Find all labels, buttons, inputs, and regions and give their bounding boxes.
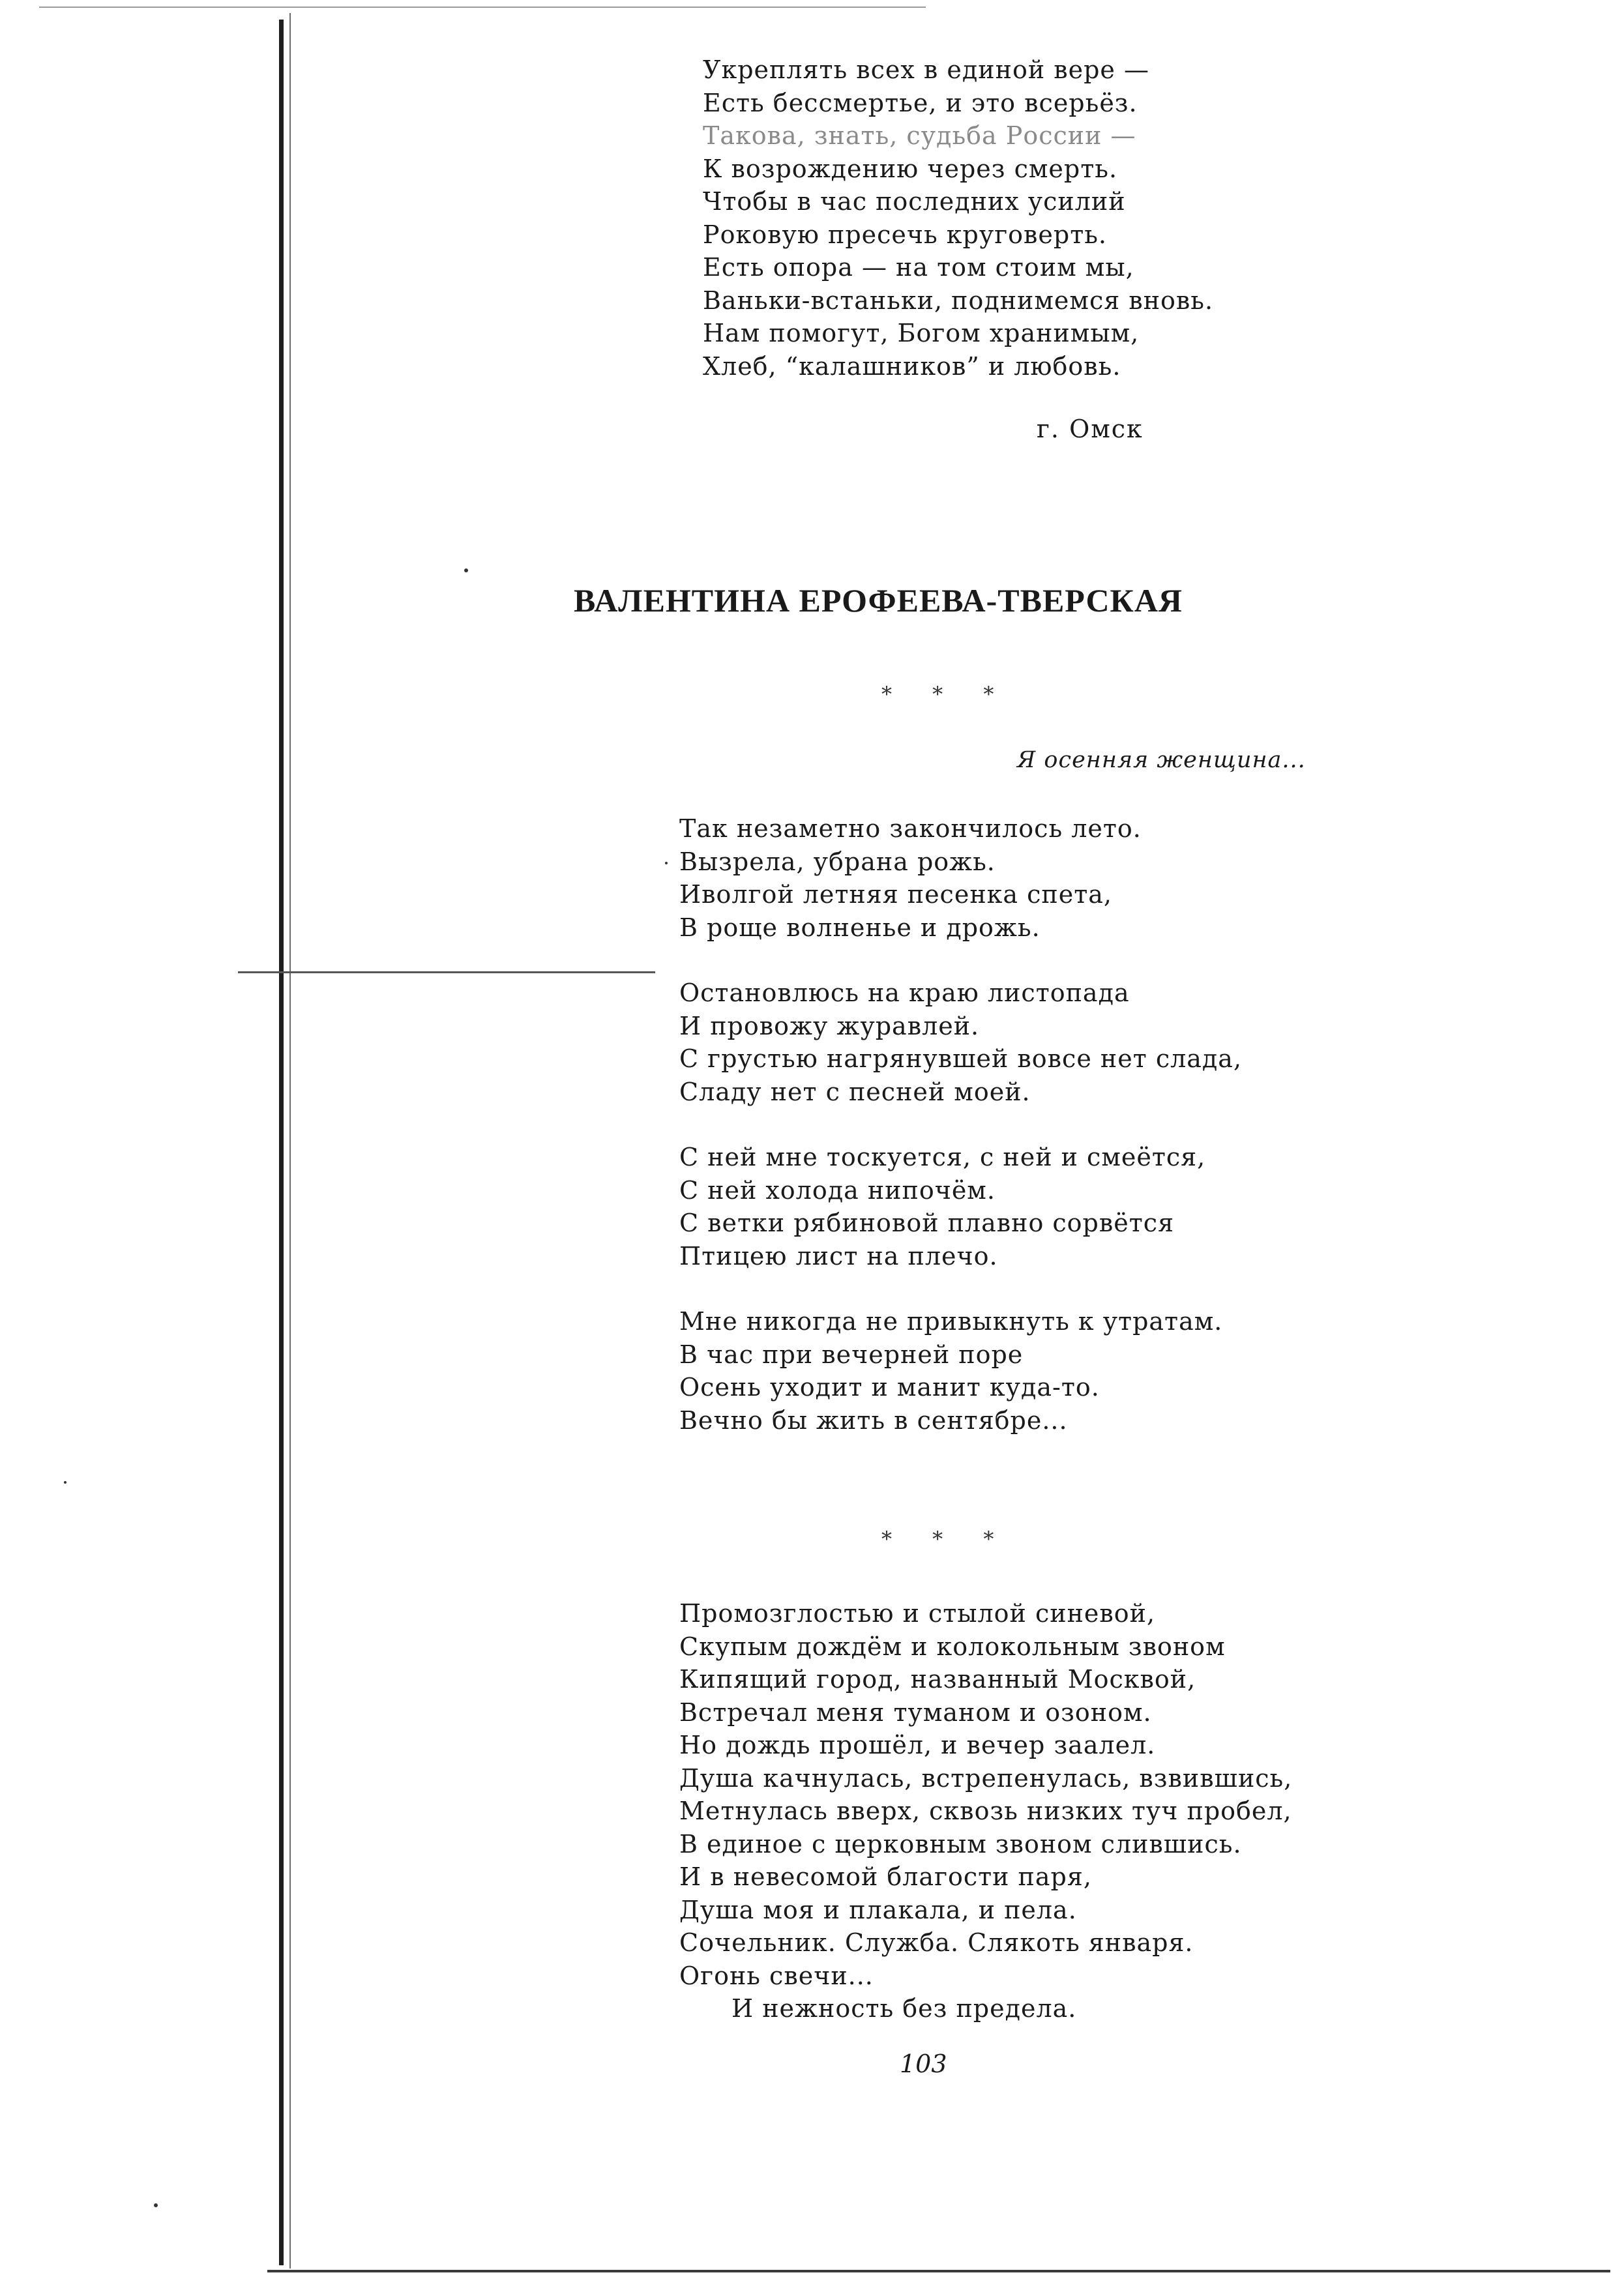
poem-line: К возрождению через смерть. — [703, 154, 1118, 183]
binding-line — [279, 20, 284, 2265]
author-heading: ВАЛЕНТИНА ЕРОФЕЕВА-ТВЕРСКАЯ — [574, 582, 1183, 619]
poem-line: Остановлюсь на краю листопада — [679, 978, 1130, 1007]
poem-line: С грустью нагрянувшей вовсе нет слада, — [679, 1044, 1243, 1073]
poem-line: Нам помогут, Богом хранимым, — [703, 319, 1140, 347]
poem1-epigraph: Я осенняя женщина... — [1017, 747, 1306, 773]
poem-line: Сладу нет с песней моей. — [679, 1077, 1031, 1106]
poem-line: Хлеб, “калашников” и любовь. — [703, 351, 1121, 381]
scan-speck — [64, 1481, 66, 1484]
binding-line-thin — [289, 13, 291, 2269]
poem1-asterisks: * * * — [881, 682, 1011, 707]
poem-line: В единое с церковным звоном слившись. — [679, 1829, 1242, 1859]
poem-line: Так незаметно закончилось лето. — [679, 814, 1142, 843]
poem-line: Такова, знать, судьба России — — [703, 121, 1136, 150]
poem-line: Иволгой летняя песенка спета, — [679, 880, 1112, 909]
poem-line: И нежность без предела. — [731, 1994, 1077, 2023]
poem-place: г. Омск — [1037, 415, 1144, 443]
poem-line: С ветки рябиновой плавно сорвётся — [679, 1209, 1175, 1237]
poem-line: Скупым дождём и колокольным звоном — [679, 1632, 1226, 1661]
scan-top-edge — [39, 7, 926, 8]
poem-line: Чтобы в час последних усилий — [703, 187, 1126, 216]
poem-line: Душа моя и плакала, и пела. — [679, 1895, 1077, 1924]
poem-line: Вечно бы жить в сентябре... — [679, 1405, 1068, 1435]
scan-speck — [464, 568, 468, 572]
poem-line: Ваньки-встаньки, поднимемся вновь. — [703, 286, 1214, 315]
poem-line: В роще волненье и дрожь. — [679, 913, 1041, 942]
poem-line: Встречал меня туманом и озоном. — [679, 1697, 1152, 1727]
poem-line: Сочельник. Служба. Слякоть января. — [679, 1928, 1194, 1957]
poem1 — [679, 812, 1242, 1437]
poem2-asterisks: * * * — [881, 1527, 1011, 1551]
poem-line: Есть опора — на том стоим мы, — [703, 253, 1134, 282]
poem-line: В час при вечерней поре — [679, 1340, 1024, 1369]
poem-line: Осень уходит и манит куда-то. — [679, 1373, 1100, 1402]
poem-line: Мне никогда не привыкнуть к утратам. — [679, 1307, 1223, 1336]
poem-top — [703, 53, 1213, 383]
poem-line: И в невесомой благости паря, — [679, 1862, 1092, 1891]
scan-bottom-edge — [267, 2270, 1610, 2272]
poem-line: Промозглостью и стылой синевой, — [679, 1599, 1156, 1628]
poem-line: Кипящий город, названный Москвой, — [679, 1665, 1196, 1694]
poem-line: Метнулась вверх, сквозь низких туч пробел, — [679, 1797, 1292, 1825]
poem-line: Есть бессмертье, и это всерьёз. — [703, 88, 1138, 117]
page-number: 103 — [900, 2050, 947, 2078]
poem-line: Птицею лист на плечо. — [679, 1241, 998, 1271]
scan-speck — [665, 862, 668, 864]
poem-line: Вызрела, убрана рожь. — [679, 847, 996, 876]
poem-line: С ней мне тоскуется, с ней и смеётся, — [679, 1143, 1206, 1171]
poem-line: С ней холода нипочём. — [679, 1175, 996, 1205]
poem-line: Душа качнулась, встрепенулась, взвившись, — [679, 1763, 1293, 1793]
scan-mid-rule — [238, 971, 655, 973]
poem-line: Но дождь прошёл, и вечер заалел. — [679, 1731, 1156, 1759]
poem2 — [679, 1597, 1292, 2025]
scan-speck — [154, 2203, 158, 2207]
poem-line: Укреплять всех в единой вере — — [703, 55, 1149, 84]
poem-line: И провожу журавлей. — [679, 1011, 980, 1040]
poem-line: Огонь свечи... — [679, 1961, 874, 1990]
poem-line: Роковую пресечь круговерть. — [703, 220, 1108, 249]
